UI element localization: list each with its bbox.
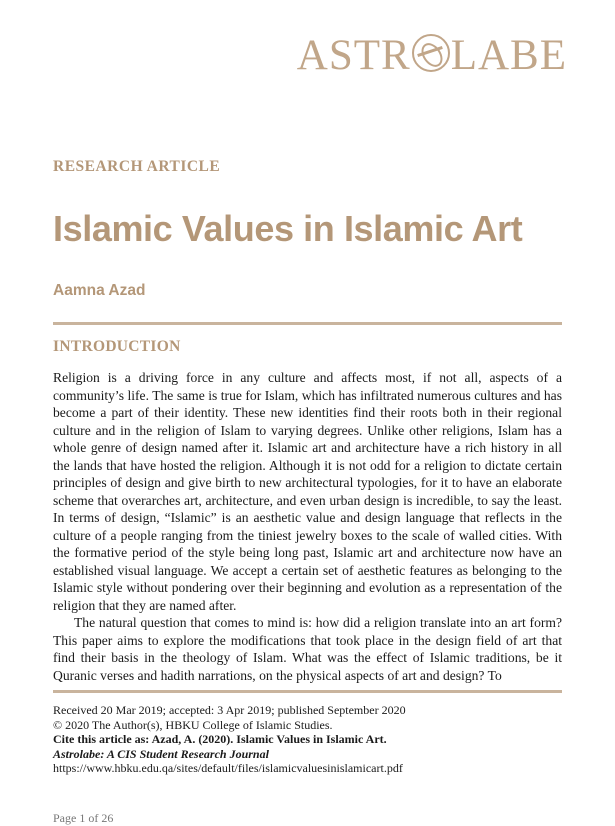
article-author: Aamna Azad [53,282,146,299]
body-text [53,369,562,684]
article-url[interactable]: https://www.hbku.edu.qa/sites/default/files/islamicvaluesinislamicart.pdf [53,761,403,775]
page-number: Page 1 of 26 [53,811,114,825]
paragraph: Religion is a driving force in any culture and affects most, if not all, aspects of a community’s life. The same is true for Islam, which has infiltrated numerous cultures and has become a part of their identity. These new identities find their roots both in their regional culture and in the religion of Islam to varying degrees. Unlike other religions, Islam has a whole genre of design named after it. Islamic art and architecture have a rich history in all the lands that have hosted the religion. Although it is not odd for a religion to dictate certain principles of design and give birth to new architectural typologies, for it to have an elaborate scheme that overarches art, architecture, and even urban design is incredible, to say the least. In terms of design, “Islamic” is an aesthetic value and design language that reflects in the culture of a people ranging from the tiniest jewelry boxes to the scale of walled cities. With the formative period of the style being long past, Islamic art and architecture now have an established visual language. We accept a certain set of aesthetic features as belonging to the Islamic style without pondering over their beginning and evolution as a representation of the religion that they are named after. [53,370,562,613]
section-heading: INTRODUCTION [53,338,181,355]
logo-text-start: ASTR [296,32,411,79]
astrolabe-icon [412,34,450,72]
journal-name [53,747,562,762]
article-title: Islamic Values in Islamic Art [53,208,523,249]
copyright-notice: © 2020 The Author(s), HBKU College of Islamic Studies. [53,717,333,732]
publication-dates: Received 20 Mar 2019; accepted: 3 Apr 2019; published September 2020 [53,703,406,717]
citation-line: Cite this article as: Azad, A. (2020). Islamic Values in Islamic Art. [53,732,387,746]
logo-text-end: LABE [450,32,567,79]
journal-logo [297,34,567,77]
journal-name-text: Astrolabe: A CIS Student Research Journal [53,746,269,761]
header-divider [53,322,562,325]
article-metadata [53,703,562,776]
footer-divider [53,690,562,693]
article-type-label: RESEARCH ARTICLE [53,158,221,175]
paragraph: The natural question that comes to mind is: how did a religion translate into an art form? This paper aims to explore the modifications that took place in the design field of art that find their basis in the theology of Islam. What was the effect of Islamic traditions, be it Quranic verses and hadith narrations, on the physical aspects of art and design? To [53,615,562,683]
